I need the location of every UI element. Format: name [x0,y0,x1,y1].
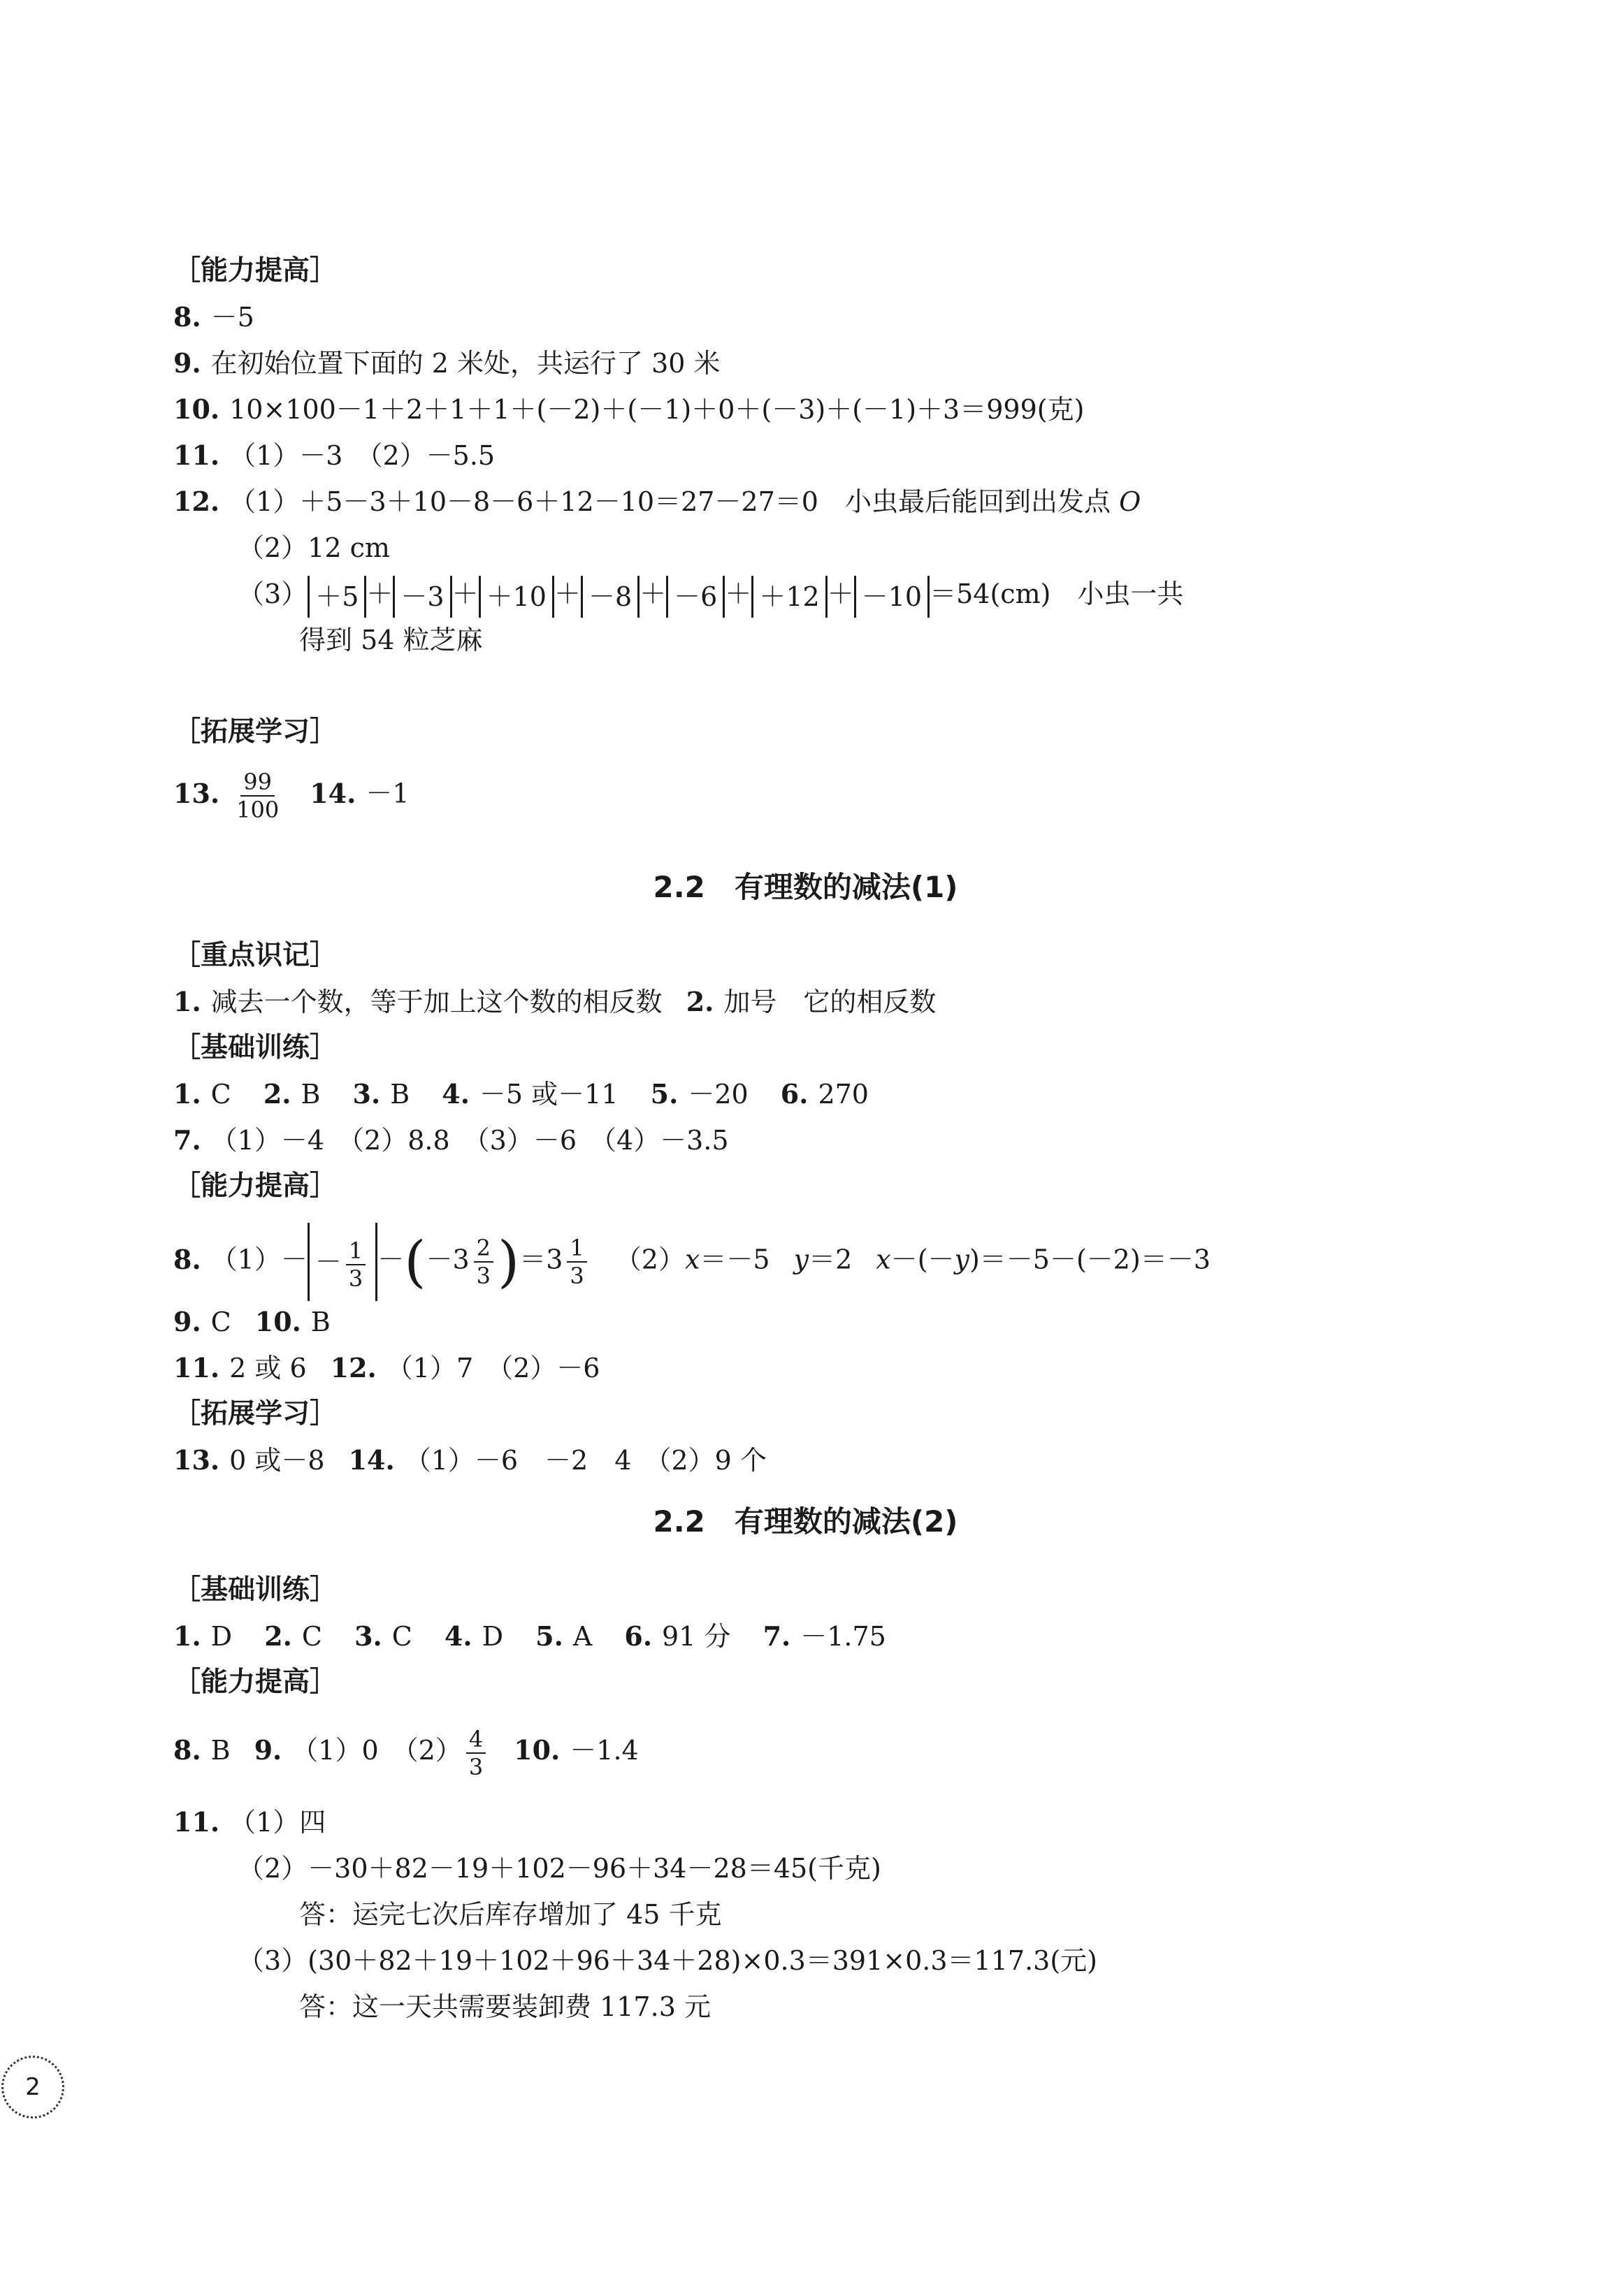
section-heading-basic-2: ［基础训练］ [173,1574,338,1606]
answer-8: 8. －5 [173,301,254,333]
section-heading-key: ［重点识记］ [173,940,338,971]
answer-12-part2: （2）12 cm [238,532,390,563]
section-heading-ability-3: ［能力提高］ [173,1666,338,1698]
fraction: $\frac{4}{3}$ [466,1726,486,1780]
page-number: 2 [1,2056,64,2119]
ability-answer-11-part3: （3）(30＋82＋19＋102＋96＋34＋28)×0.3＝391×0.3＝117.3(元) [238,1945,1097,1976]
abs-value: － $\frac{1}{3}$ [308,1223,377,1301]
fraction: $\frac{1}{3}$ [567,1235,586,1289]
section-heading-ability-2: ［能力提高］ [173,1170,338,1202]
answer-12-part3-cont: 得到 54 粒芝麻 [299,625,483,655]
ability-answers-8-10: 8. B 9. （1）0 （2） $\frac{4}{3}$ 10. －1.4 [173,1725,639,1780]
fraction: $\frac{2}{3}$ [474,1235,493,1289]
fraction: $\frac{99}{100}$ [236,769,280,823]
answer-9: 9. 在初始位置下面的 2 米处，共运行了 30 米 [173,347,721,379]
key-points-answers: 1. 减去一个数，等于加上这个数的相反数 2. 加号 它的相反数 [173,986,937,1017]
section-heading-ability: ［能力提高］ [173,255,338,286]
extension-answers-13-14: 13. 0 或－8 14. （1）－6 －2 4 （2）9 个 [173,1444,767,1476]
section-title-1: 2.2 有理数的减法(1) [653,870,958,904]
abs-value: －3 [393,576,451,618]
ability-answer-11-part1: 11. （1）四 [173,1806,326,1838]
section-title-2: 2.2 有理数的减法(2) [653,1504,958,1539]
abs-value: －10 [854,576,930,618]
ability-answer-11-part2-answer: 答：运完七次后库存增加了 45 千克 [299,1899,722,1930]
ability-answer-8: 8. （1）－ － $\frac{1}{3}$ －(－3 $\frac{2}{3}$ )＝3 $\frac{1}{3}$ （2）x＝－5 y＝2 x－(－y)＝－5－(－2)＝－3 [173,1223,1211,1301]
section-heading-extension-2: ［拓展学习］ [173,1398,338,1430]
basic-answers-1-6: 1. C 2. B 3. B 4. －5 或－11 5. －20 6. 270 [173,1078,869,1110]
abs-value: －6 [666,576,725,618]
fraction: $\frac{1}{3}$ [346,1237,366,1292]
basic-answer-7: 7. （1）－4 （2）8.8 （3）－6 （4）－3.5 [173,1124,729,1156]
answer-11: 11. （1）－3 （2）－5.5 [173,439,496,471]
abs-value: ＋10 [479,576,554,618]
ability-answers-11-12: 11. 2 或 6 12. （1）7 （2）－6 [173,1352,600,1383]
answer-12-part3: （3） ＋5 ＋ －3 ＋ ＋10 ＋ －8 ＋ －6 ＋ ＋12 ＋ －10 ＝54(cm) 小虫一共 [238,573,1183,618]
abs-value: －8 [581,576,640,618]
section-heading-basic: ［基础训练］ [173,1032,338,1063]
abs-value: ＋12 [751,576,827,618]
ability-answer-11-part3-answer: 答：这一天共需要装卸费 117.3 元 [299,1991,711,2022]
answer-13-14: 13. $\frac{99}{100}$ 14. －1 [173,769,410,823]
ability-answer-11-part2: （2）－30＋82－19＋102－96＋34－28＝45(千克) [238,1853,881,1884]
basic-answers-1-7: 1. D 2. C 3. C 4. D 5. A 6. 91 分 7. －1.75 [173,1620,886,1652]
ability-answers-9-10: 9. C 10. B [173,1306,331,1337]
answer-10: 10. 10×100－1＋2＋1＋1＋(－2)＋(－1)＋0＋(－3)＋(－1)＋3＝999(克) [173,393,1085,425]
section-heading-extension: ［拓展学习］ [173,716,338,748]
abs-value: ＋5 [308,576,366,618]
answer-12-part1: 12. （1）＋5－3＋10－8－6＋12－10＝27－27＝0 小虫最后能回到出发点 O [173,486,1141,517]
